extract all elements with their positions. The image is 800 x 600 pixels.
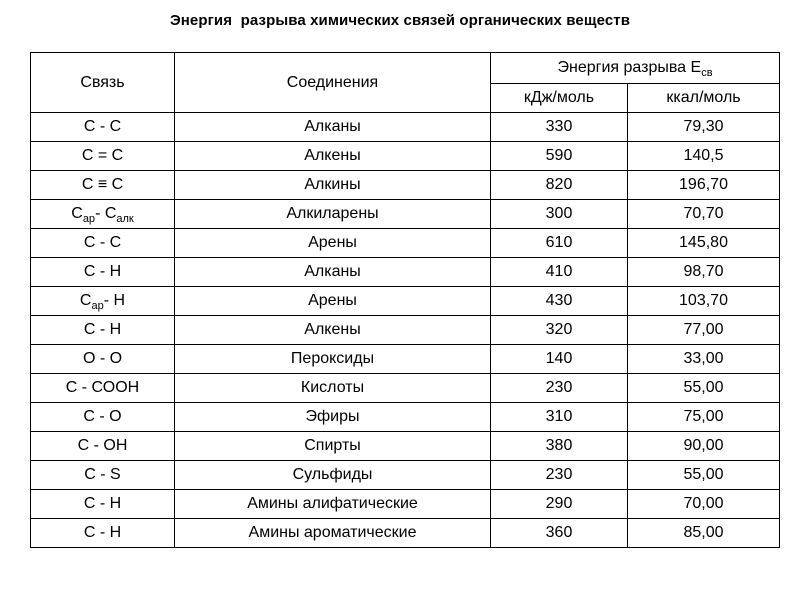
kj-cell: 410 [491,258,628,287]
header-energy-label: Энергия разрыва Е [557,59,702,76]
kcal-cell: 98,70 [628,258,780,287]
kcal-cell: 145,80 [628,229,780,258]
kj-cell: 430 [491,287,628,316]
kj-cell: 380 [491,432,628,461]
bond-cell: С - ОН [31,432,175,461]
bond-cell: О - О [31,345,175,374]
bond-cell: С - СООН [31,374,175,403]
compound-cell: Алканы [175,258,491,287]
compound-cell: Спирты [175,432,491,461]
kj-cell: 330 [491,113,628,142]
kcal-cell: 140,5 [628,142,780,171]
table-row [31,461,780,490]
compound-cell: Алкиларены [175,200,491,229]
table-row [31,113,780,142]
table-body [31,113,780,548]
table-row [31,229,780,258]
header-kj: кДж/моль [491,84,628,113]
kcal-cell: 196,70 [628,171,780,200]
compound-cell: Амины ароматические [175,519,491,548]
compound-cell: Алкены [175,316,491,345]
header-kcal: ккал/моль [628,84,780,113]
table-row [31,490,780,519]
bond-subscript: ар [91,300,104,312]
bond-cell: С - S [31,461,175,490]
table-row [31,316,780,345]
header-compounds: Соединения [175,53,491,113]
kj-cell: 320 [491,316,628,345]
compound-cell: Алкины [175,171,491,200]
bond-atom: - С [95,205,117,222]
kcal-cell: 70,00 [628,490,780,519]
table-row [31,142,780,171]
bond-cell: С - О [31,403,175,432]
compound-cell: Кислоты [175,374,491,403]
bond-cell: С = С [31,142,175,171]
table-row [31,374,780,403]
kcal-cell: 55,00 [628,374,780,403]
table-row [31,287,780,316]
bond-atom: С [79,292,92,309]
kj-cell: 230 [491,374,628,403]
bond-cell: С - Н [31,258,175,287]
kcal-cell: 77,00 [628,316,780,345]
kcal-cell: 75,00 [628,403,780,432]
table-row [31,200,780,229]
kj-cell: 230 [491,461,628,490]
compound-cell: Алканы [175,113,491,142]
kj-cell: 610 [491,229,628,258]
kj-cell: 140 [491,345,628,374]
bond-subscript: алк [116,213,134,225]
compound-cell: Сульфиды [175,461,491,490]
bond-atom: - Н [103,292,126,309]
table-row [31,432,780,461]
kj-cell: 300 [491,200,628,229]
compound-cell: Арены [175,229,491,258]
bond-cell [31,200,175,229]
bond-cell: С - С [31,229,175,258]
table-row [31,258,780,287]
table-row [31,171,780,200]
compound-cell: Амины алифатические [175,490,491,519]
bond-cell: С ≡ С [31,171,175,200]
kcal-cell: 85,00 [628,519,780,548]
bond-atom: С [71,205,83,222]
bond-cell: С - Н [31,316,175,345]
compound-cell: Пероксиды [175,345,491,374]
bond-subscript: ар [82,213,96,225]
page-title: Энергия разрыва химических связей органических веществ [169,12,631,29]
kj-cell: 290 [491,490,628,519]
kj-cell: 360 [491,519,628,548]
kj-cell: 310 [491,403,628,432]
kcal-cell: 55,00 [628,461,780,490]
kj-cell: 820 [491,171,628,200]
header-energy [491,53,780,84]
table-row [31,519,780,548]
bond-cell: С - Н [31,490,175,519]
header-bond: Связь [31,53,175,113]
kcal-cell: 79,30 [628,113,780,142]
kj-cell: 590 [491,142,628,171]
bond-cell: С - Н [31,519,175,548]
kcal-cell: 103,70 [628,287,780,316]
bond-cell [31,287,175,316]
compound-cell: Эфиры [175,403,491,432]
table-row [31,345,780,374]
compound-cell: Алкены [175,142,491,171]
table-row [31,403,780,432]
bond-energy-table [30,52,780,548]
bond-cell: С - С [31,113,175,142]
compound-cell: Арены [175,287,491,316]
kcal-cell: 33,00 [628,345,780,374]
header-energy-subscript: св [701,67,713,79]
kcal-cell: 90,00 [628,432,780,461]
kcal-cell: 70,70 [628,200,780,229]
